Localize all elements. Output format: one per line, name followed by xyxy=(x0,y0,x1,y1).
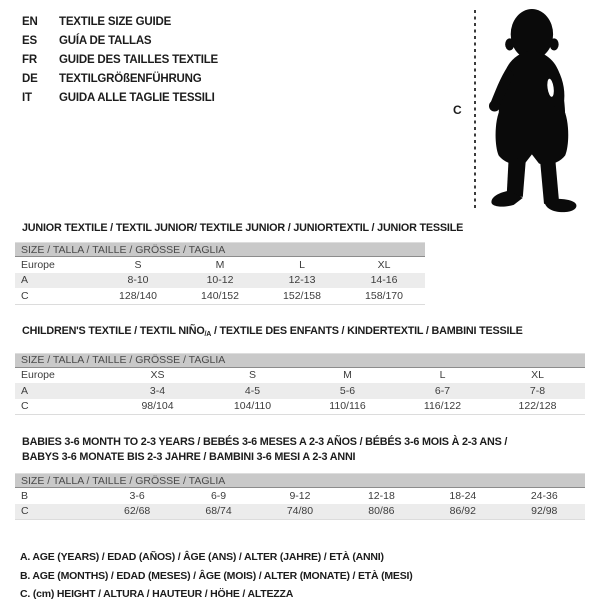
lang-text: GUIDE DES TAILLES TEXTILE xyxy=(59,54,218,66)
lang-code: EN xyxy=(22,16,38,28)
table-cell: 14-16 xyxy=(343,273,425,289)
size-header-cell: SIZE / TALLA / TAILLE / GRÖSSE / TAGLIA xyxy=(15,243,425,257)
table-cell: 62/68 xyxy=(96,504,177,520)
table-cell: XL xyxy=(531,369,544,382)
baby-figure xyxy=(440,0,600,222)
table-cell: 128/140 xyxy=(97,288,179,304)
table-cell: 8-10 xyxy=(97,273,179,289)
table-cell: 116/122 xyxy=(395,399,490,415)
size-table-babies xyxy=(15,473,585,520)
lang-code: DE xyxy=(22,73,38,85)
lang-row-it xyxy=(22,89,218,108)
row-label: Europe xyxy=(21,258,55,271)
height-measure-label: C xyxy=(453,103,462,117)
table-cell: 12-13 xyxy=(261,273,343,289)
row-label: A xyxy=(15,273,97,289)
title-text: / TEXTILE DES ENFANTS / KINDERTEXTIL / BAMBINI TESSILE xyxy=(211,324,523,337)
lang-code: FR xyxy=(22,54,37,66)
size-header-row xyxy=(15,353,585,367)
lang-text: TEXTILE SIZE GUIDE xyxy=(59,16,172,28)
table-cell: 5-6 xyxy=(300,383,395,399)
table-cell: M xyxy=(215,258,225,271)
table-cell: 110/116 xyxy=(300,399,395,415)
title-text: CHILDREN'S TEXTILE / TEXTIL NIÑO xyxy=(22,324,205,337)
table-row-age xyxy=(15,273,425,289)
row-label: C xyxy=(15,504,96,520)
table-cell: XL xyxy=(377,258,391,271)
table-cell: 86/92 xyxy=(422,504,503,520)
size-header-cell: SIZE / TALLA / TAILLE / GRÖSSE / TAGLIA xyxy=(15,474,585,488)
note-age-months: B. AGE (MONTHS) / EDAD (MESES) / ÂGE (MOIS) / ALTER (MONATE) / ETÀ (MESI) xyxy=(20,569,413,582)
table-cell: 158/170 xyxy=(343,288,425,304)
section-title-junior: JUNIOR TEXTILE / TEXTIL JUNIOR/ TEXTILE JUNIOR / JUNIORTEXTIL / JUNIOR TESSILE xyxy=(22,222,464,234)
table-cell: 10-12 xyxy=(179,273,261,289)
size-table-junior xyxy=(15,242,425,305)
lang-text: TEXTILGRÖßENFÜHRUNG xyxy=(59,73,202,85)
table-cell: 4-5 xyxy=(205,383,300,399)
row-label: C xyxy=(15,399,110,415)
table-row-months xyxy=(15,488,585,504)
lang-row-de xyxy=(22,70,218,89)
table-cell: 3-4 xyxy=(110,383,205,399)
table-row-height xyxy=(15,399,585,415)
table-row-height xyxy=(15,288,425,304)
size-header-cell: SIZE / TALLA / TAILLE / GRÖSSE / TAGLIA xyxy=(15,353,585,367)
table-cell: 9-12 xyxy=(289,489,311,502)
table-row-europe xyxy=(15,257,425,273)
table-row-age xyxy=(15,383,585,399)
table-cell: XS xyxy=(150,369,165,382)
baby-silhouette-icon xyxy=(486,4,598,216)
row-label: C xyxy=(15,288,97,304)
title-line-2: BABYS 3-6 MONATE BIS 2-3 JAHRE / BAMBINI 3-6 MESI A 2-3 ANNI xyxy=(22,451,356,463)
table-cell: M xyxy=(343,369,352,382)
lang-row-fr xyxy=(22,51,218,70)
title-line-1: BABIES 3-6 MONTH TO 2-3 YEARS / BEBÉS 3-6 MESES A 2-3 AÑOS / BÉBÉS 3-6 MOIS À 2-3 ANS / xyxy=(22,436,508,448)
height-dotted-line xyxy=(474,10,476,210)
table-cell: 80/86 xyxy=(341,504,422,520)
row-label: A xyxy=(15,383,110,399)
legend-notes xyxy=(20,548,585,600)
note-age-years: A. AGE (YEARS) / EDAD (AÑOS) / ÂGE (ANS) / ALTER (JAHRE) / ETÀ (ANNI) xyxy=(20,551,384,563)
table-cell: 104/110 xyxy=(205,399,300,415)
size-table-children xyxy=(15,353,585,416)
size-header-row xyxy=(15,243,425,257)
row-label: Europe xyxy=(21,369,55,382)
table-cell: 152/158 xyxy=(261,288,343,304)
lang-row-en xyxy=(22,13,218,32)
table-cell: 6-7 xyxy=(395,383,490,399)
table-cell: L xyxy=(299,258,305,271)
section-title-babies xyxy=(22,435,585,465)
row-label: B xyxy=(21,489,29,502)
table-cell: 24-36 xyxy=(530,489,558,502)
table-cell: 98/104 xyxy=(110,399,205,415)
section-title-children xyxy=(22,325,585,341)
table-cell: 92/98 xyxy=(504,504,585,520)
size-header-row xyxy=(15,474,585,488)
table-cell: 7-8 xyxy=(490,383,585,399)
table-cell: S xyxy=(134,258,142,271)
table-cell: 68/74 xyxy=(178,504,259,520)
table-row-height xyxy=(15,504,585,520)
note-height: C. (cm) HEIGHT / ALTURA / HAUTEUR / HÖHE / ALTEZZA xyxy=(20,588,294,600)
title-subscript: /A xyxy=(204,330,212,338)
lang-code: IT xyxy=(22,92,32,104)
language-header xyxy=(22,13,218,108)
table-cell: 12-18 xyxy=(367,489,395,502)
table-cell: 122/128 xyxy=(490,399,585,415)
lang-text: GUIDA ALLE TAGLIE TESSILI xyxy=(59,92,215,104)
table-cell: 74/80 xyxy=(259,504,340,520)
table-cell: 18-24 xyxy=(449,489,477,502)
table-row-europe xyxy=(15,367,585,383)
table-cell: 6-9 xyxy=(210,489,227,502)
size-guide-content xyxy=(15,222,585,600)
table-cell: S xyxy=(248,369,256,382)
table-cell: 3-6 xyxy=(129,489,145,502)
lang-code: ES xyxy=(22,35,37,47)
lang-text: GUÍA DE TALLAS xyxy=(59,35,152,47)
table-cell: 140/152 xyxy=(179,288,261,304)
table-cell: L xyxy=(439,369,446,382)
lang-row-es xyxy=(22,32,218,51)
